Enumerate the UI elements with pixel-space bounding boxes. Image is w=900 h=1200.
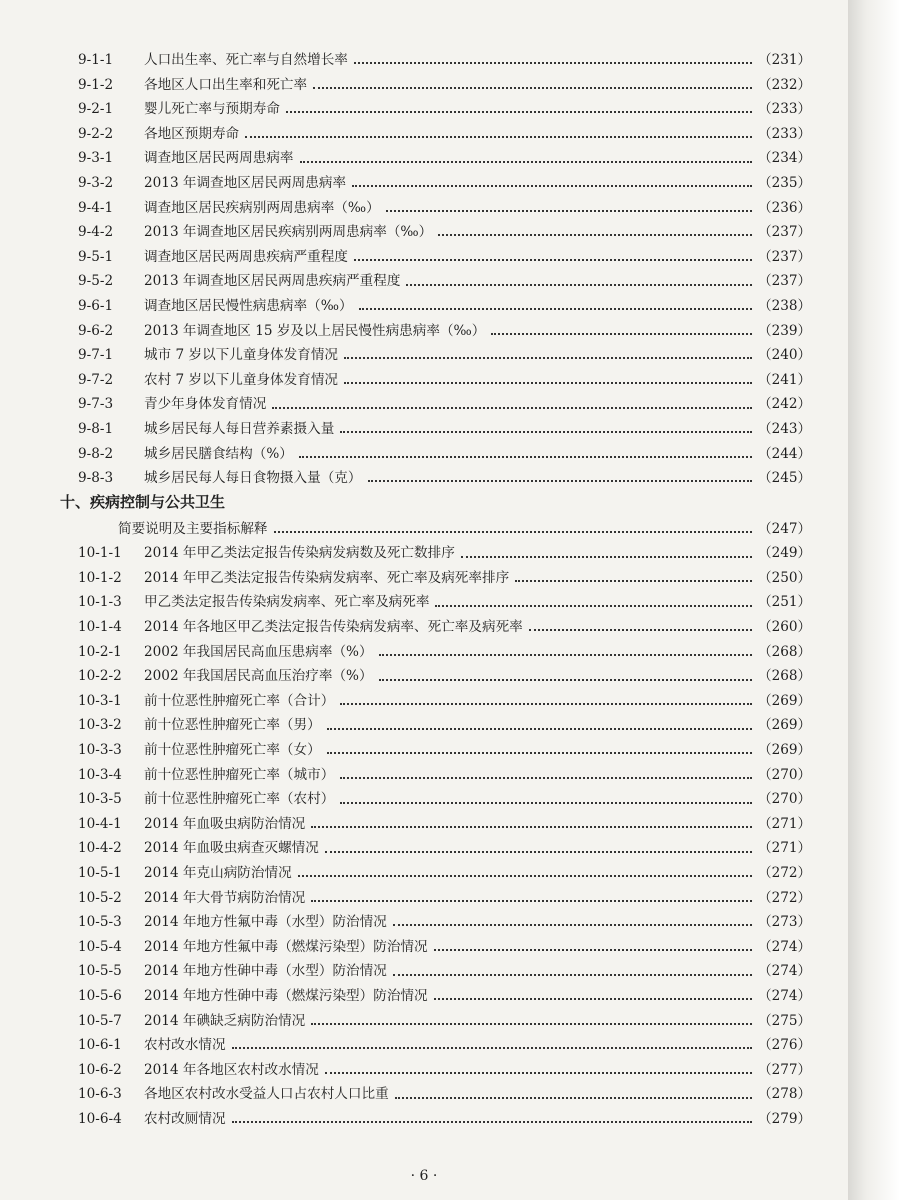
toc-number: 10-5-1 — [78, 865, 122, 881]
toc-page: （244） — [758, 445, 812, 462]
leader-dots — [311, 900, 752, 902]
leader-dots — [298, 875, 752, 877]
leader-dots — [515, 580, 752, 582]
toc-number: 10-3-1 — [78, 692, 122, 709]
leader-dots — [354, 62, 752, 64]
toc-page: （260） — [758, 619, 812, 636]
toc-title: 2014 年甲乙类法定报告传染病发病数及死亡数排序 — [144, 545, 455, 562]
toc-page: （273） — [758, 914, 812, 931]
leader-dots — [406, 284, 752, 286]
toc-row[interactable] — [78, 294, 810, 319]
toc-title: 各地区预期寿命 — [144, 125, 240, 142]
section-9-list — [78, 48, 810, 491]
toc-row[interactable] — [78, 886, 810, 911]
toc-number: 9-2-2 — [78, 125, 114, 142]
toc-row[interactable] — [78, 566, 810, 591]
toc-title: 青少年身体发育情况 — [144, 396, 267, 413]
page-number: · 6 · — [410, 1168, 438, 1184]
leader-dots — [300, 161, 752, 163]
toc-title: 2014 年地方性氟中毒（水型）防治情况 — [144, 914, 387, 931]
toc-title: 2014 年血吸虫病防治情况 — [144, 815, 306, 832]
leader-dots — [438, 234, 752, 236]
toc-page: （240） — [758, 347, 812, 364]
leader-dots — [354, 259, 752, 261]
toc-row[interactable] — [78, 1082, 810, 1107]
toc-title: 2014 年血吸虫病查灭螺情况 — [144, 840, 319, 857]
toc-title: 各地区人口出生率和死亡率 — [144, 76, 308, 93]
toc-page: （231） — [758, 52, 812, 68]
toc-number: 9-3-1 — [78, 150, 114, 167]
leader-dots — [340, 431, 752, 433]
toc-row[interactable] — [78, 984, 810, 1009]
toc-row[interactable] — [78, 220, 810, 245]
toc-number: 9-6-1 — [78, 297, 114, 314]
leader-dots — [461, 556, 752, 558]
toc-title: 前十位恶性肿瘤死亡率（合计） — [144, 692, 335, 709]
toc-number: 10-4-2 — [78, 840, 122, 857]
leader-dots — [325, 851, 752, 853]
toc-page: （236） — [758, 199, 812, 216]
leader-dots — [386, 210, 752, 212]
toc-row[interactable] — [78, 541, 810, 566]
leader-dots — [286, 111, 752, 113]
toc-page: （278） — [758, 1086, 812, 1103]
leader-dots — [529, 629, 752, 631]
toc-row[interactable] — [78, 763, 810, 788]
toc-number: 9-8-1 — [78, 420, 114, 437]
toc-page: （268） — [758, 668, 812, 685]
toc-title: 2013 年调查地区居民疾病别两周患病率（‰） — [144, 224, 433, 241]
toc-number: 10-1-3 — [78, 594, 122, 611]
toc-page: （276） — [758, 1037, 812, 1054]
leader-dots — [434, 998, 752, 1000]
toc-number: 9-6-2 — [78, 322, 114, 339]
toc-row[interactable] — [78, 73, 810, 98]
toc-number: 9-7-1 — [78, 347, 114, 364]
toc-row[interactable] — [78, 1009, 810, 1034]
toc-title: 城乡居民膳食结构（%） — [144, 445, 293, 462]
toc-row[interactable] — [78, 343, 810, 368]
toc-number: 10-5-4 — [78, 938, 122, 955]
toc-number: 9-3-2 — [78, 174, 114, 191]
toc-title: 2014 年各地区甲乙类法定报告传染病发病率、死亡率及病死率 — [144, 619, 523, 636]
toc-title: 调查地区居民疾病别两周患病率（‰） — [144, 199, 380, 216]
toc-page: （242） — [758, 396, 812, 413]
toc-title: 前十位恶性肿瘤死亡率（男） — [144, 717, 321, 734]
toc-title: 农村改水情况 — [144, 1037, 226, 1054]
toc-number: 10-1-2 — [78, 569, 122, 586]
toc-row[interactable] — [78, 146, 810, 171]
toc-row[interactable] — [78, 1107, 810, 1132]
toc-row[interactable] — [78, 910, 810, 935]
toc-page: （271） — [758, 840, 812, 857]
toc-title: 城市 7 岁以下儿童身体发育情况 — [144, 347, 339, 364]
toc-title: 2014 年地方性砷中毒（燃煤污染型）防治情况 — [144, 987, 428, 1004]
toc-title: 2014 年各地区农村改水情况 — [144, 1061, 319, 1078]
toc-number: 10-5-3 — [78, 914, 122, 931]
toc-row[interactable] — [78, 713, 810, 738]
toc-row-intro[interactable] — [78, 517, 810, 542]
leader-dots — [311, 1023, 752, 1025]
toc-page: （269） — [758, 742, 812, 759]
leader-dots — [245, 136, 752, 138]
toc-page: （243） — [758, 420, 812, 437]
toc-number: 10-4-1 — [78, 815, 122, 832]
toc-page: （250） — [758, 569, 812, 586]
toc-page: （272） — [758, 865, 812, 881]
toc-page: （245） — [758, 470, 812, 487]
toc-row[interactable] — [78, 245, 810, 270]
toc-number: 10-3-2 — [78, 717, 122, 734]
toc-page: （275） — [758, 1012, 812, 1029]
leader-dots — [352, 185, 752, 187]
leader-dots — [340, 703, 752, 705]
table-of-contents — [60, 48, 812, 1132]
toc-row[interactable] — [78, 640, 810, 665]
leader-dots — [359, 308, 752, 310]
leader-dots — [313, 87, 752, 89]
toc-page: （238） — [758, 297, 812, 314]
leader-dots — [272, 407, 752, 409]
toc-page: （239） — [758, 322, 812, 339]
toc-number: 10-5-2 — [78, 889, 122, 906]
toc-number: 10-5-5 — [78, 963, 122, 980]
toc-title: 调查地区居民两周患疾病严重程度 — [144, 248, 348, 265]
toc-title: 2014 年地方性氟中毒（燃煤污染型）防治情况 — [144, 938, 428, 955]
toc-row[interactable] — [78, 171, 810, 196]
toc-page: （268） — [758, 643, 812, 660]
toc-row[interactable] — [78, 861, 810, 886]
toc-page: （233） — [758, 101, 812, 118]
toc-page: （270） — [758, 766, 812, 783]
toc-row[interactable] — [78, 417, 810, 442]
toc-title: 2014 年地方性砷中毒（水型）防治情况 — [144, 963, 387, 980]
leader-dots — [325, 1072, 752, 1074]
toc-page: （241） — [758, 371, 812, 388]
toc-number: 10-6-1 — [78, 1037, 122, 1054]
toc-row[interactable] — [78, 836, 810, 861]
leader-dots — [274, 531, 752, 533]
toc-title: 调查地区居民两周患病率 — [144, 150, 294, 167]
section-10-heading-text: 十、疾病控制与公共卫生 — [60, 492, 226, 511]
leader-dots — [435, 605, 752, 607]
leader-dots — [393, 924, 752, 926]
leader-dots — [327, 752, 752, 754]
toc-page: （235） — [758, 174, 812, 191]
toc-row[interactable] — [78, 392, 810, 417]
toc-row[interactable] — [78, 615, 810, 640]
leader-dots — [340, 777, 752, 779]
toc-number: 10-6-2 — [78, 1061, 122, 1078]
toc-row[interactable] — [78, 442, 810, 467]
toc-page: （237） — [758, 224, 812, 241]
toc-title: 各地区农村改水受益人口占农村人口比重 — [144, 1086, 389, 1103]
toc-page: （237） — [758, 248, 812, 265]
toc-row[interactable] — [78, 959, 810, 984]
toc-row[interactable] — [78, 935, 810, 960]
toc-row[interactable] — [78, 787, 810, 812]
toc-title: 2013 年调查地区居民两周患病率 — [144, 174, 347, 191]
leader-dots — [299, 456, 752, 458]
toc-title: 甲乙类法定报告传染病发病率、死亡率及病死率 — [144, 594, 430, 611]
toc-number: 9-8-3 — [78, 470, 114, 487]
toc-number: 9-7-2 — [78, 371, 114, 388]
leader-dots — [379, 679, 752, 681]
toc-number: 9-2-1 — [78, 101, 114, 118]
toc-number: 10-1-4 — [78, 619, 122, 636]
toc-number: 10-6-3 — [78, 1086, 122, 1103]
toc-page: （274） — [758, 938, 812, 955]
toc-title: 2013 年调查地区 15 岁及以上居民慢性病患病率（‰） — [144, 322, 486, 339]
leader-dots — [395, 1097, 752, 1099]
leader-dots — [393, 974, 752, 976]
leader-dots — [232, 1121, 752, 1123]
toc-page: （234） — [758, 150, 812, 167]
toc-row[interactable] — [78, 122, 810, 147]
toc-page: （249） — [758, 545, 812, 562]
toc-page: （269） — [758, 692, 812, 709]
leader-dots — [232, 1047, 752, 1049]
toc-number: 10-1-1 — [78, 545, 122, 562]
toc-title: 2013 年调查地区居民两周患疾病严重程度 — [144, 273, 401, 290]
toc-number: 10-2-2 — [78, 668, 122, 685]
toc-number: 9-4-1 — [78, 199, 114, 216]
toc-row[interactable] — [78, 368, 810, 393]
toc-title: 前十位恶性肿瘤死亡率（农村） — [144, 791, 335, 808]
toc-page: （237） — [758, 273, 812, 290]
toc-number: 10-3-5 — [78, 791, 122, 808]
leader-dots — [344, 382, 752, 384]
leader-dots — [327, 728, 752, 730]
toc-number: 9-1-2 — [78, 76, 114, 93]
toc-title: 前十位恶性肿瘤死亡率（女） — [144, 742, 321, 759]
toc-row[interactable] — [78, 738, 810, 763]
toc-title: 调查地区居民慢性病患病率（‰） — [144, 297, 353, 314]
toc-number: 10-2-1 — [78, 643, 122, 660]
toc-row[interactable] — [78, 97, 810, 122]
toc-number: 9-1-1 — [78, 52, 114, 68]
toc-row[interactable] — [78, 466, 810, 491]
toc-page: （272） — [758, 889, 812, 906]
section-10-list — [78, 541, 810, 1131]
toc-row[interactable] — [78, 812, 810, 837]
page-edge — [848, 0, 900, 1200]
section-10-heading — [60, 491, 810, 517]
toc-number: 9-5-1 — [78, 248, 114, 265]
toc-number: 9-8-2 — [78, 445, 114, 462]
toc-intro-page: （247） — [758, 520, 812, 537]
leader-dots — [491, 333, 752, 335]
toc-number: 10-5-6 — [78, 987, 122, 1004]
toc-page: （274） — [758, 987, 812, 1004]
toc-number: 10-3-4 — [78, 766, 122, 783]
toc-row[interactable] — [78, 590, 810, 615]
toc-title: 2014 年甲乙类法定报告传染病发病率、死亡率及病死率排序 — [144, 569, 510, 586]
toc-title: 城乡居民每人每日食物摄入量（克） — [144, 470, 362, 487]
leader-dots — [344, 357, 752, 359]
toc-page: （233） — [758, 125, 812, 142]
toc-title: 2014 年大骨节病防治情况 — [144, 889, 306, 906]
toc-number: 10-5-7 — [78, 1012, 122, 1029]
toc-number: 9-7-3 — [78, 396, 114, 413]
toc-row[interactable] — [78, 269, 810, 294]
toc-number: 9-5-2 — [78, 273, 114, 290]
toc-page: （271） — [758, 815, 812, 832]
toc-title: 婴儿死亡率与预期寿命 — [144, 101, 280, 118]
toc-title: 城乡居民每人每日营养素摄入量 — [144, 420, 335, 437]
leader-dots — [379, 654, 752, 656]
toc-page: （274） — [758, 963, 812, 980]
leader-dots — [434, 949, 752, 951]
toc-page: （277） — [758, 1061, 812, 1078]
toc-title: 2014 年碘缺乏病防治情况 — [144, 1012, 306, 1029]
toc-page: （279） — [758, 1110, 812, 1127]
leader-dots — [340, 802, 752, 804]
toc-title: 前十位恶性肿瘤死亡率（城市） — [144, 766, 335, 783]
toc-title: 2014 年克山病防治情况 — [144, 865, 292, 881]
toc-row[interactable] — [78, 1033, 810, 1058]
toc-title: 农村 7 岁以下儿童身体发育情况 — [144, 371, 339, 388]
toc-number: 9-4-2 — [78, 224, 114, 241]
toc-page: （269） — [758, 717, 812, 734]
toc-row[interactable] — [78, 319, 810, 344]
toc-page: （251） — [758, 594, 812, 611]
toc-number: 10-3-3 — [78, 742, 122, 759]
toc-intro-title: 简要说明及主要指标解释 — [118, 520, 268, 537]
toc-row[interactable] — [78, 664, 810, 689]
toc-row[interactable] — [78, 196, 810, 221]
toc-row[interactable] — [78, 48, 810, 73]
toc-page: （270） — [758, 791, 812, 808]
leader-dots — [311, 826, 752, 828]
toc-page: （232） — [758, 76, 812, 93]
toc-title: 2002 年我国居民高血压患病率（%） — [144, 643, 373, 660]
toc-row[interactable] — [78, 1058, 810, 1083]
toc-title: 农村改厕情况 — [144, 1110, 226, 1127]
toc-number: 10-6-4 — [78, 1110, 122, 1127]
toc-title: 人口出生率、死亡率与自然增长率 — [144, 52, 348, 68]
toc-title: 2002 年我国居民高血压治疗率（%） — [144, 668, 373, 685]
toc-row[interactable] — [78, 689, 810, 714]
leader-dots — [368, 480, 753, 482]
